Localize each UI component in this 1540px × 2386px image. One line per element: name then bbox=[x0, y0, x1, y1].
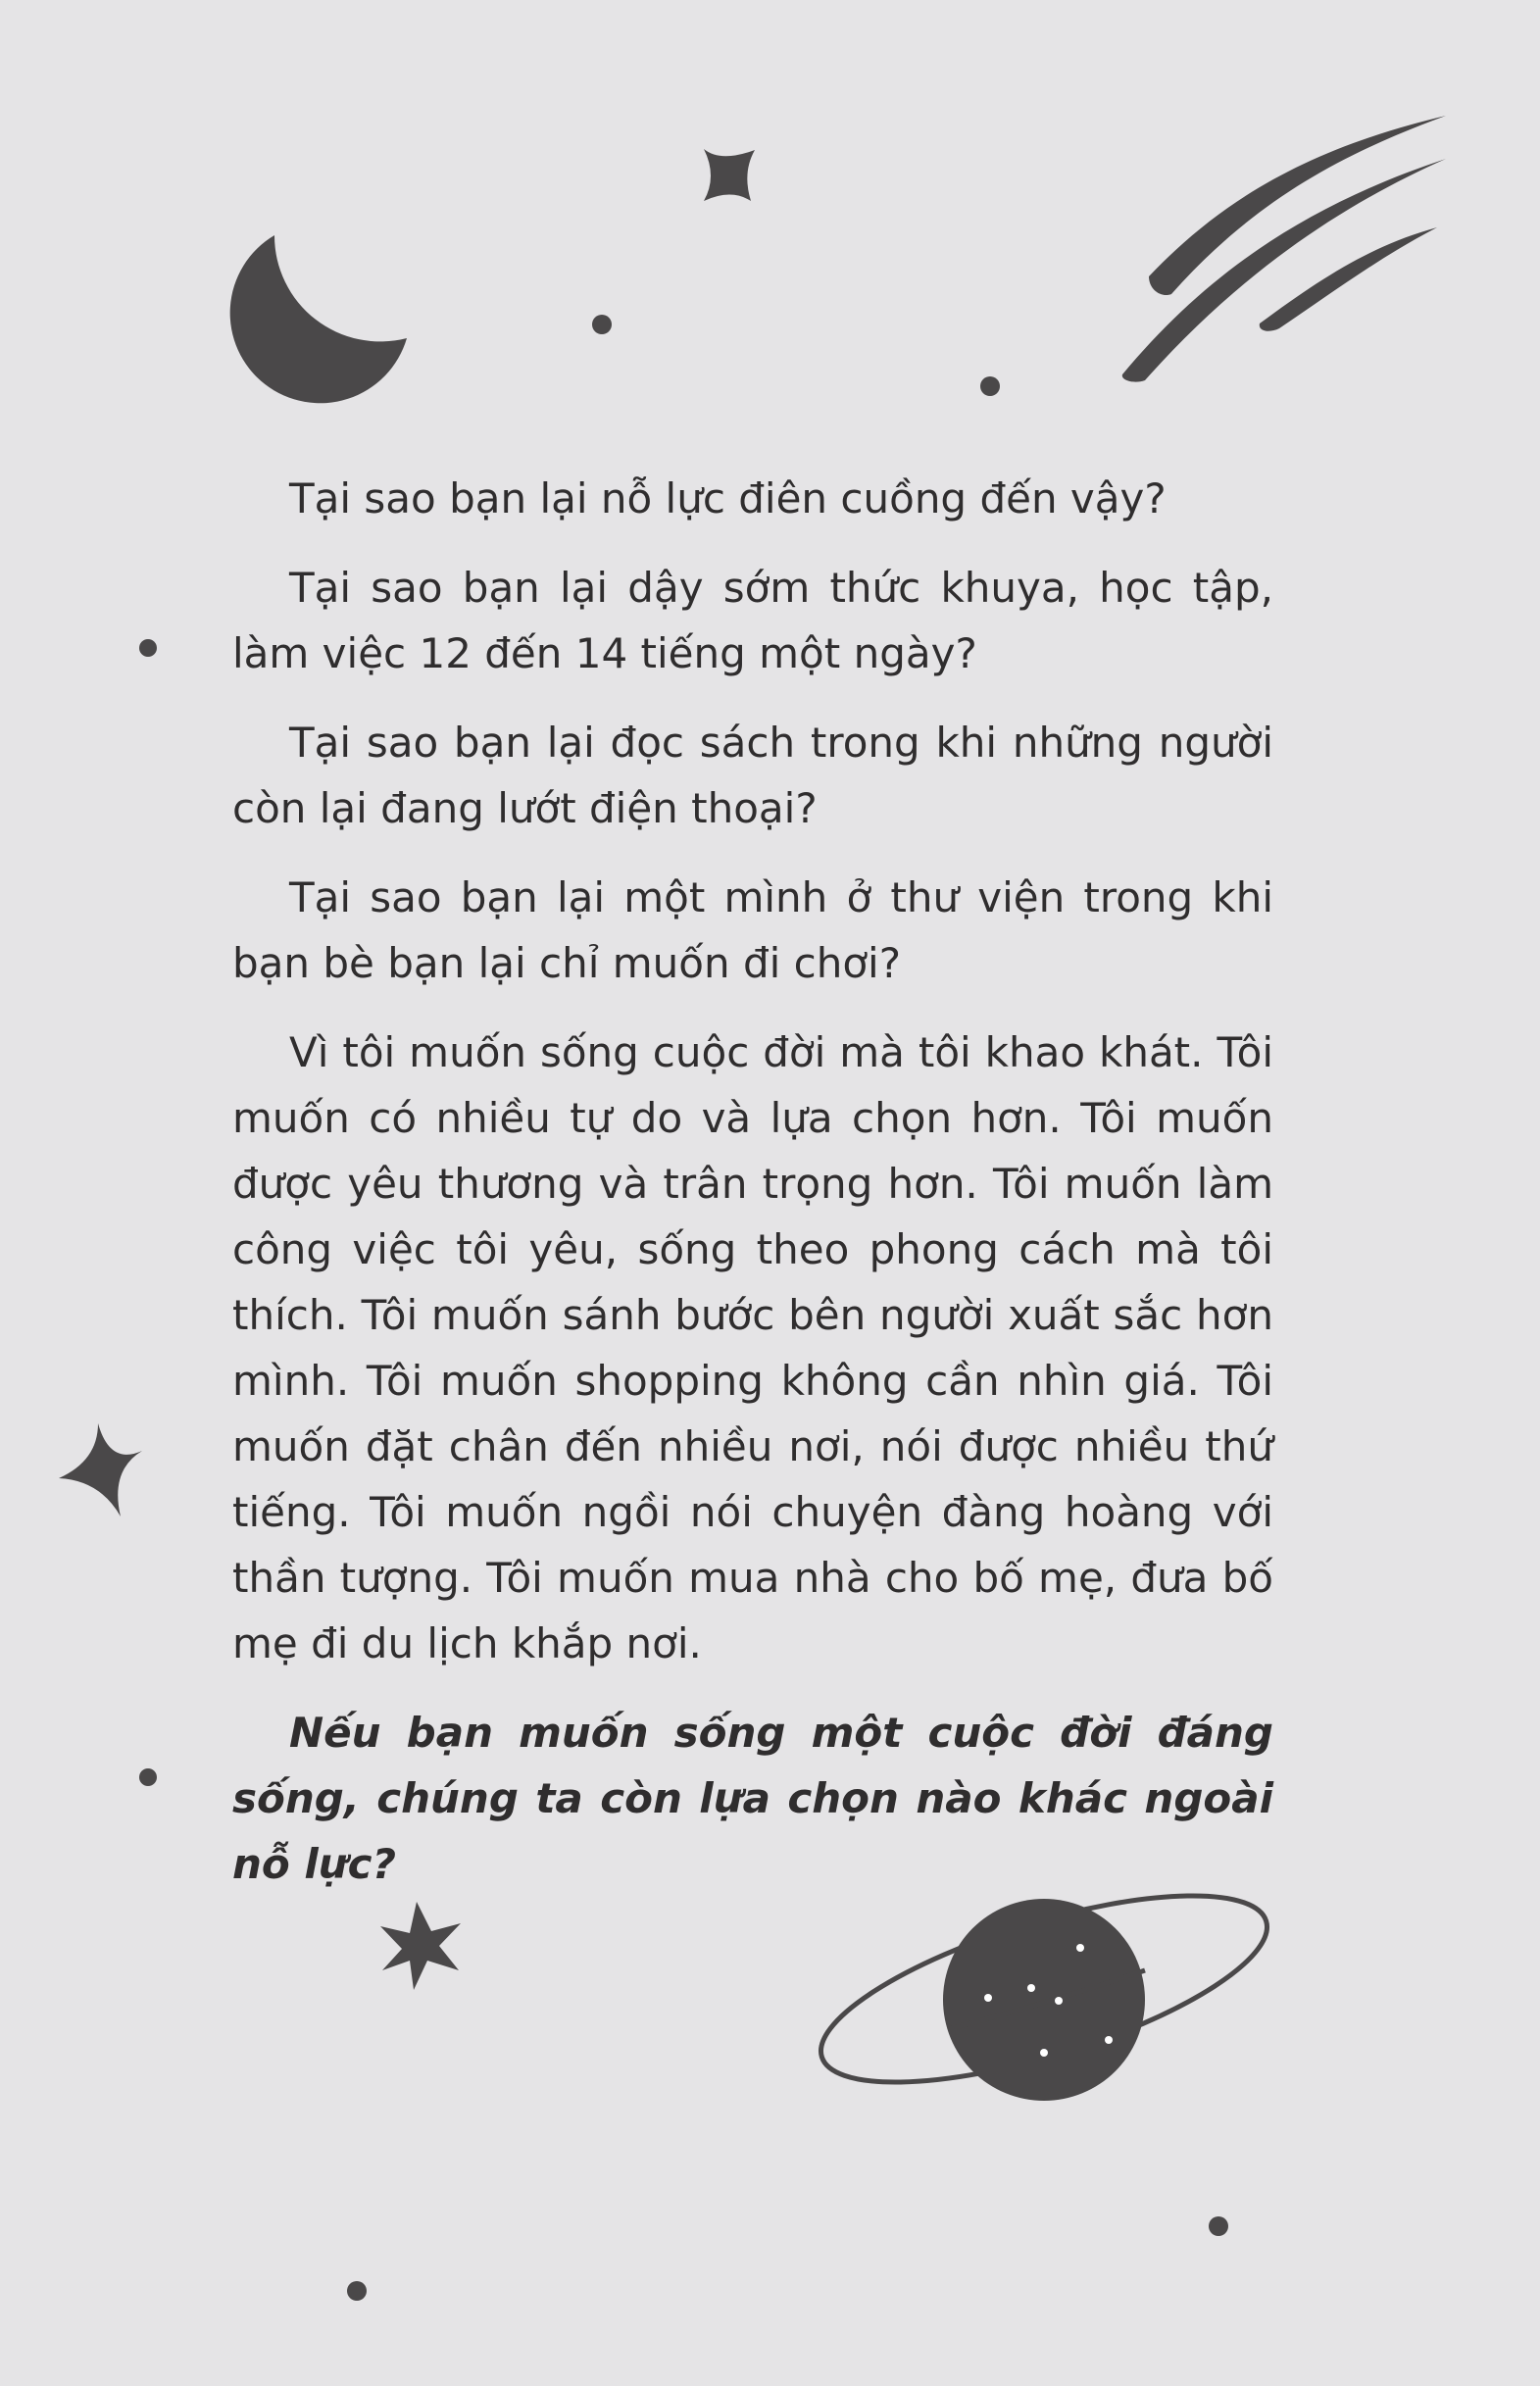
four-point-star-icon bbox=[704, 149, 755, 201]
paragraph: Tại sao bạn lại nỗ lực điên cuồng đến vậy? bbox=[289, 474, 1167, 522]
crescent-moon-icon bbox=[230, 235, 407, 403]
paragraph: Tại sao bạn lại đọc sách trong khi những người còn lại đang lướt điện thoại? bbox=[232, 719, 1273, 832]
closing-question: Nếu bạn muốn sống một cuộc đời đáng sống, chúng ta còn lựa chọn nào khác ngoài nỗ lực? bbox=[232, 1709, 1273, 1888]
four-point-star-icon bbox=[59, 1423, 142, 1516]
paragraph: Tại sao bạn lại một mình ở thư viện trong khi bạn bè bạn lại chỉ muốn đi chơi? bbox=[232, 873, 1273, 987]
paragraph: Tại sao bạn lại dậy sớm thức khuya, học tập, làm việc 12 đến 14 tiếng một ngày? bbox=[232, 564, 1273, 677]
body-text bbox=[232, 466, 1273, 1920]
shooting-star-streaks-icon bbox=[1122, 116, 1446, 382]
paragraph: Vì tôi muốn sống cuộc đời mà tôi khao khát. Tôi muốn có nhiều tự do và lựa chọn hơn. Tôi muốn được yêu thương và trân trọng hơn. Tôi muốn làm công việc tôi yêu, sống theo phong cách mà tôi thích. Tôi muốn sánh bước bên người xuất sắc hơn mình. Tôi muốn shopping không cần nhìn giá. Tôi muốn đặt chân đến nhiều nơi, nói được nhiều thứ tiếng. Tôi muốn ngồi nói chuyện đàng hoàng với thần tượng. Tôi muốn mua nhà cho bố mẹ, đưa bố mẹ đi du lịch khắp nơi. bbox=[232, 1028, 1273, 1667]
